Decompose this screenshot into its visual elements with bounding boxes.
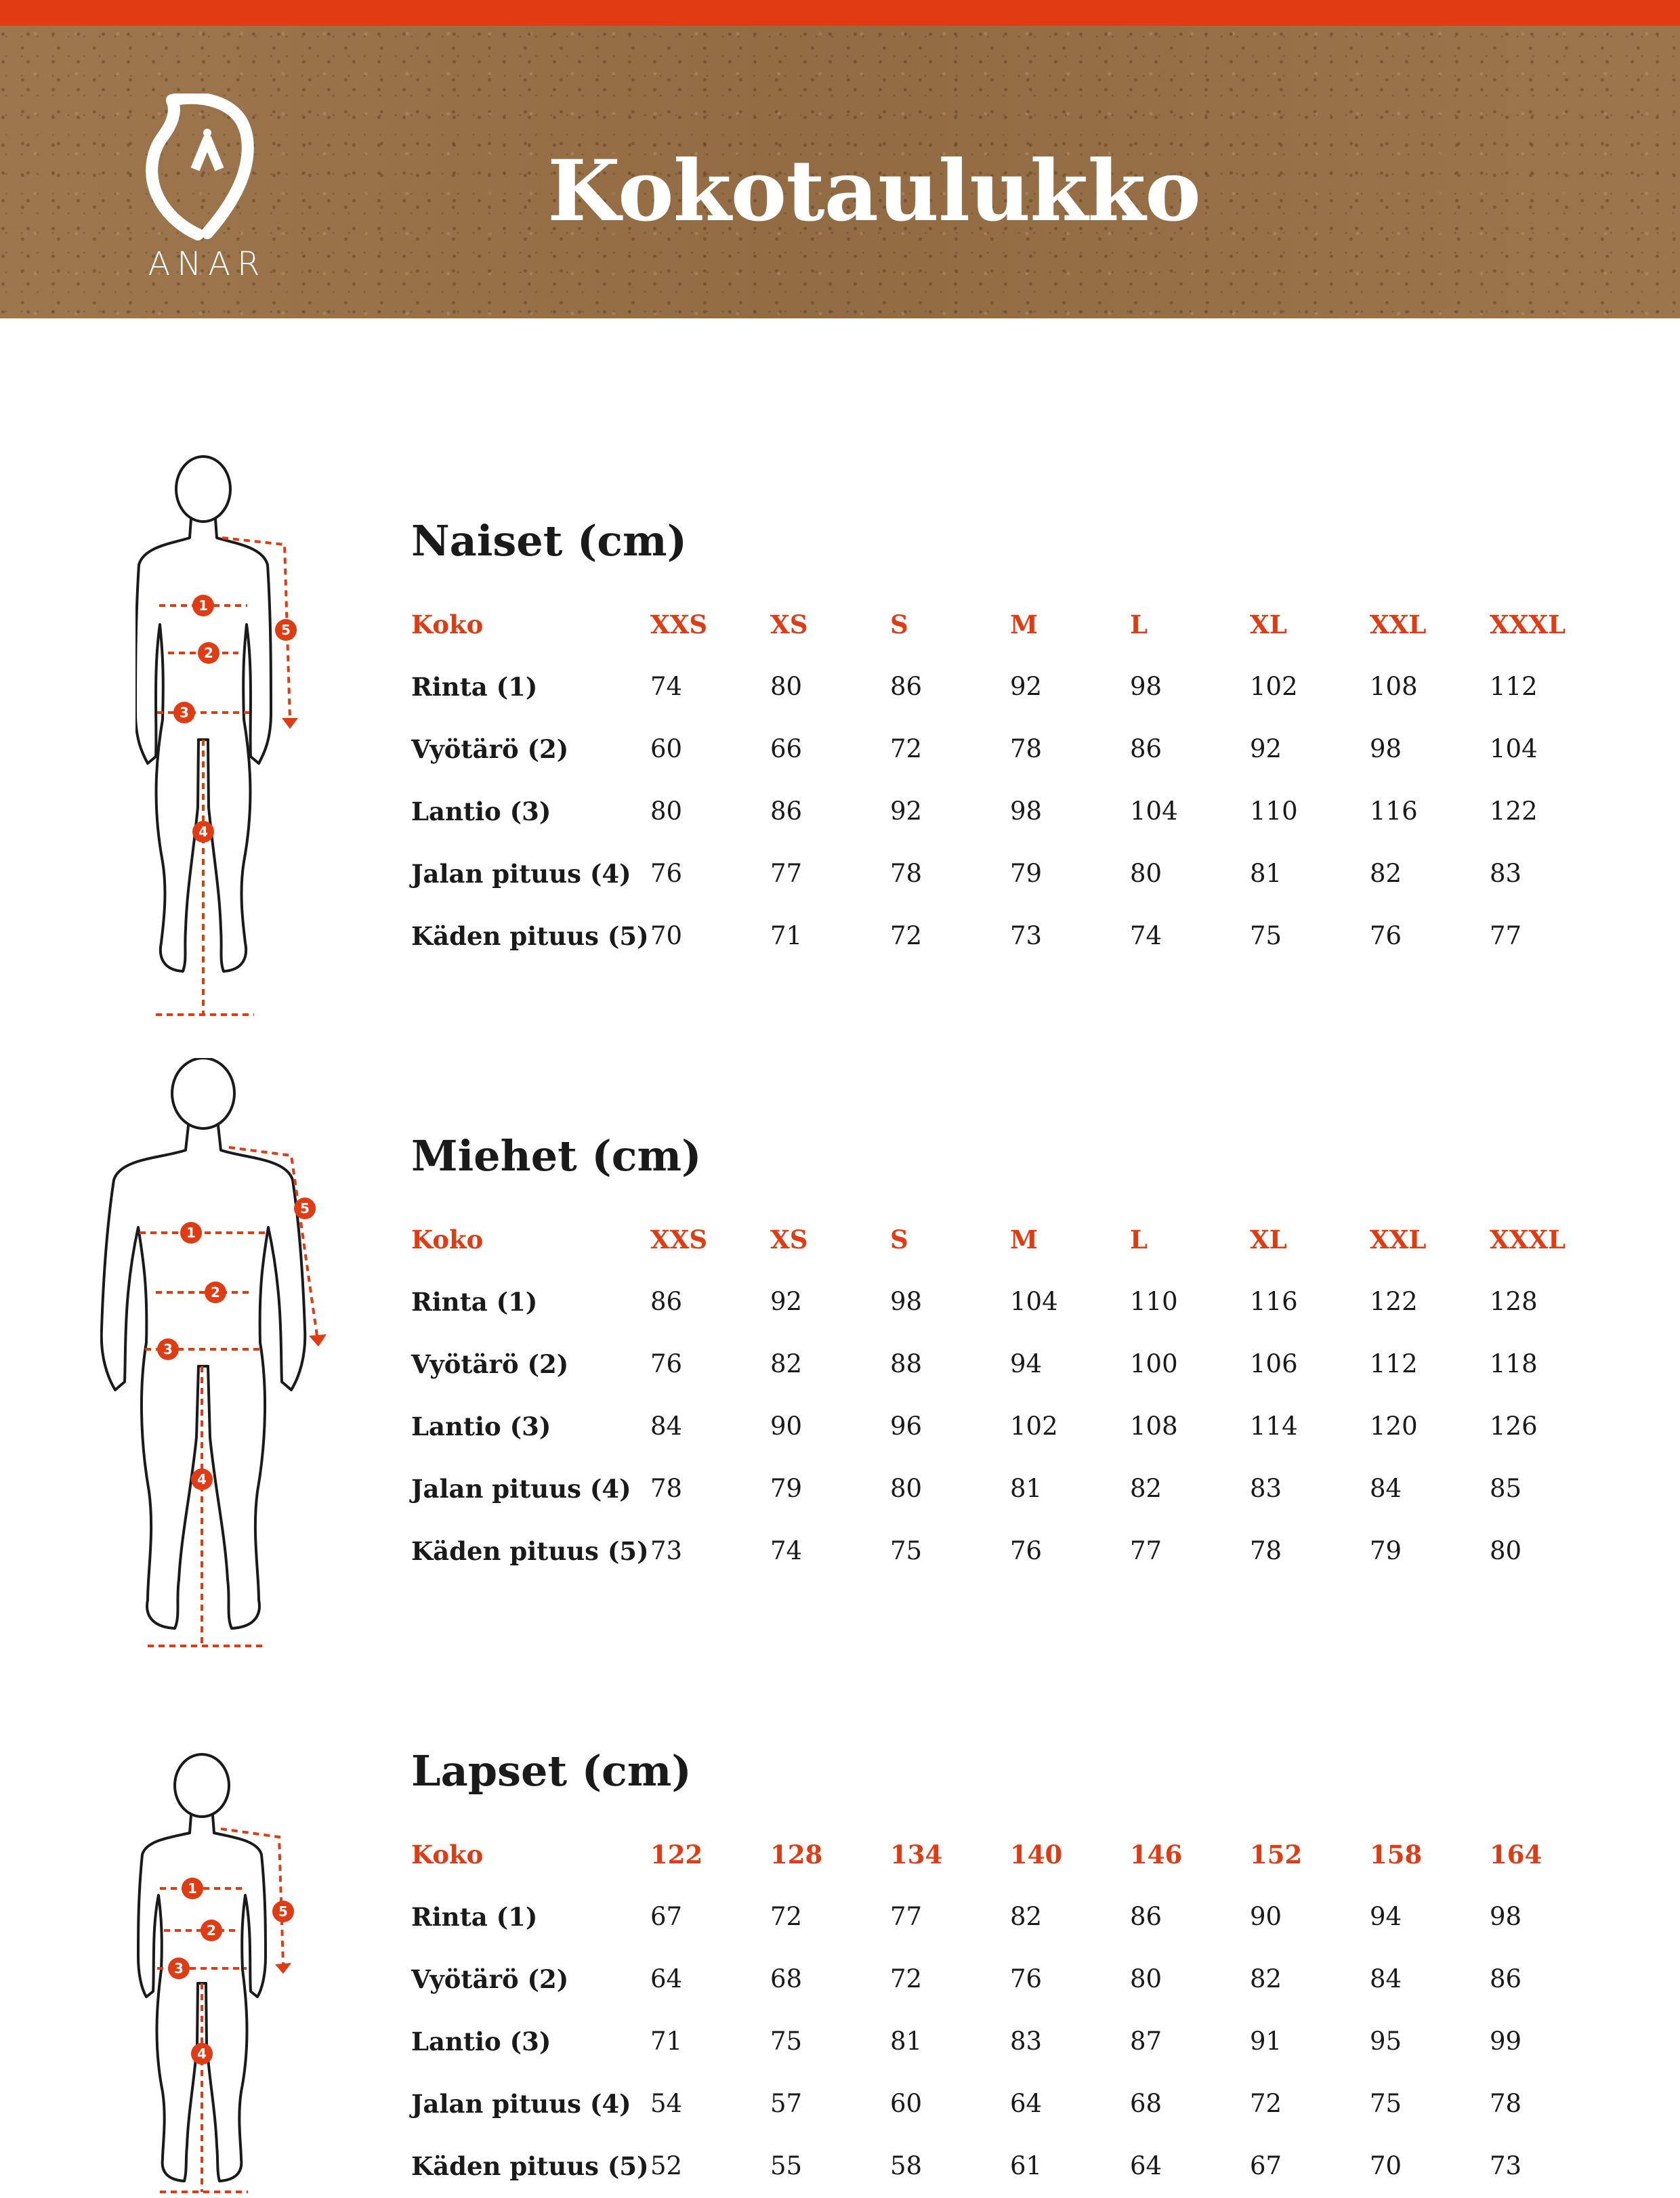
table-cell: 128 [1490, 1287, 1538, 1316]
table-cell: 90 [770, 1412, 803, 1441]
header-cell: 140 [1010, 1840, 1063, 1869]
marker-2: 2 [204, 645, 213, 661]
table-cell: 92 [1250, 734, 1282, 763]
table-cell: 75 [770, 2027, 803, 2056]
table-header-row [411, 1225, 1617, 1265]
table-cell: 116 [1370, 797, 1418, 826]
table-cell: 80 [890, 1474, 923, 1503]
marker-1: 1 [198, 597, 208, 614]
table-cell: 98 [1490, 1902, 1522, 1931]
brand-name: ANAR [148, 245, 267, 283]
row-label: Vyötärö (2) [411, 1349, 569, 1379]
row-label: Jalan pituus (4) [411, 859, 631, 889]
marker-5: 5 [281, 622, 291, 638]
table-cell: 81 [890, 2027, 923, 2056]
table-cell: 66 [770, 734, 803, 763]
top-accent-bar [0, 0, 1680, 26]
table-cell: 77 [890, 1902, 923, 1931]
table-row [411, 921, 1617, 962]
table-cell: 104 [1010, 1287, 1058, 1316]
row-label: Käden pituus (5) [411, 2151, 649, 2181]
child-figure [133, 1753, 309, 2195]
table-header-row [411, 610, 1617, 650]
table-cell: 80 [770, 672, 803, 701]
table-cell: 95 [1370, 2027, 1402, 2056]
table-cell: 80 [650, 797, 683, 826]
table-cell: 72 [890, 921, 923, 950]
marker-3: 3 [174, 1960, 184, 1977]
table-cell: 55 [770, 2151, 803, 2180]
table-cell: 84 [650, 1412, 683, 1441]
table-cell: 120 [1370, 1412, 1418, 1441]
header-cell: XXL [1370, 610, 1427, 639]
table-cell: 74 [1130, 921, 1162, 950]
woman-figure [135, 455, 312, 1024]
table-cell: 78 [1490, 2089, 1522, 2118]
header-cell: 152 [1250, 1840, 1303, 1869]
header-cell: XL [1250, 1225, 1287, 1254]
header-cell: XXS [650, 1225, 708, 1254]
table-cell: 99 [1490, 2027, 1522, 2056]
table-cell: 72 [890, 734, 923, 763]
section-title-men: Miehet (cm) [411, 1131, 702, 1181]
table-cell: 68 [770, 1964, 803, 1993]
table-cell: 76 [650, 859, 683, 888]
table-row [411, 672, 1617, 713]
table-cell: 72 [890, 1964, 923, 1993]
header-cell: L [1130, 1225, 1148, 1254]
table-cell: 83 [1010, 2027, 1043, 2056]
table-cell: 80 [1490, 1536, 1522, 1565]
table-cell: 80 [1130, 1964, 1162, 1993]
table-cell: 72 [770, 1902, 803, 1931]
table-cell: 112 [1490, 672, 1538, 701]
man-figure [100, 1058, 331, 1654]
table-cell: 64 [1010, 2089, 1043, 2118]
table-row [411, 859, 1617, 900]
header-cell: Koko [411, 1840, 484, 1869]
table-row [411, 1536, 1617, 1577]
table-cell: 82 [1010, 1902, 1043, 1931]
row-label: Rinta (1) [411, 1902, 538, 1932]
row-label: Rinta (1) [411, 672, 538, 702]
table-cell: 52 [650, 2151, 683, 2180]
table-cell: 116 [1250, 1287, 1298, 1316]
table-cell: 92 [770, 1287, 803, 1316]
table-cell: 78 [1250, 1536, 1282, 1565]
table-cell: 70 [1370, 2151, 1402, 2180]
table-cell: 86 [1130, 1902, 1162, 1931]
table-cell: 54 [650, 2089, 683, 2118]
table-cell: 72 [1250, 2089, 1282, 2118]
table-cell: 83 [1490, 859, 1522, 888]
table-cell: 98 [1370, 734, 1402, 763]
table-cell: 126 [1490, 1412, 1538, 1441]
table-cell: 57 [770, 2089, 803, 2118]
header-cell: 146 [1130, 1840, 1183, 1869]
header-cell: 158 [1370, 1840, 1423, 1869]
table-cell: 74 [650, 672, 683, 701]
table-cell: 73 [650, 1536, 683, 1565]
page-title: Kokotaulukko [547, 142, 1200, 240]
row-label: Käden pituus (5) [411, 1536, 649, 1566]
table-cell: 92 [1010, 672, 1043, 701]
table-cell: 77 [770, 859, 803, 888]
table-cell: 74 [770, 1536, 803, 1565]
row-label: Rinta (1) [411, 1287, 538, 1317]
table-cell: 106 [1250, 1349, 1298, 1378]
table-cell: 78 [1010, 734, 1043, 763]
table-cell: 84 [1370, 1474, 1402, 1503]
table-cell: 122 [1370, 1287, 1418, 1316]
table-cell: 79 [1010, 859, 1043, 888]
table-cell: 75 [1250, 921, 1282, 950]
table-row [411, 1412, 1617, 1452]
table-cell: 78 [890, 859, 923, 888]
marker-4: 4 [198, 824, 208, 840]
header-cell: XL [1250, 610, 1287, 639]
table-cell: 104 [1490, 734, 1538, 763]
header-cell: 122 [650, 1840, 703, 1869]
header-cell: XS [770, 1225, 808, 1254]
table-cell: 78 [650, 1474, 683, 1503]
table-cell: 112 [1370, 1349, 1418, 1378]
header-cell: M [1010, 1225, 1038, 1254]
header-cell: XS [770, 610, 808, 639]
table-row [411, 734, 1617, 775]
table-cell: 114 [1250, 1412, 1298, 1441]
table-cell: 76 [1010, 1964, 1043, 1993]
table-cell: 110 [1130, 1287, 1178, 1316]
row-label: Vyötärö (2) [411, 734, 569, 764]
table-cell: 96 [890, 1412, 923, 1441]
table-cell: 77 [1130, 1536, 1162, 1565]
table-cell: 91 [1250, 2027, 1282, 2056]
table-cell: 102 [1250, 672, 1298, 701]
header-cell: XXL [1370, 1225, 1427, 1254]
section-title-children: Lapset (cm) [411, 1746, 692, 1796]
marker-3: 3 [163, 1341, 173, 1357]
table-cell: 67 [650, 1902, 683, 1931]
table-cell: 94 [1010, 1349, 1043, 1378]
marker-2: 2 [207, 1922, 216, 1939]
row-label: Lantio (3) [411, 2027, 551, 2056]
table-cell: 75 [890, 1536, 923, 1565]
table-cell: 73 [1490, 2151, 1522, 2180]
table-cell: 122 [1490, 797, 1538, 826]
table-cell: 87 [1130, 2027, 1162, 2056]
marker-5: 5 [278, 1903, 288, 1920]
table-cell: 104 [1130, 797, 1178, 826]
marker-4: 4 [197, 2046, 207, 2062]
marker-3: 3 [180, 704, 189, 721]
table-cell: 73 [1010, 921, 1043, 950]
table-cell: 82 [1370, 859, 1402, 888]
table-cell: 90 [1250, 1902, 1282, 1931]
table-cell: 80 [1130, 859, 1162, 888]
table-cell: 61 [1010, 2151, 1043, 2180]
horse-head-icon [133, 93, 282, 242]
header-cell: S [890, 610, 908, 639]
table-cell: 108 [1130, 1412, 1178, 1441]
table-cell: 60 [650, 734, 683, 763]
table-cell: 92 [890, 797, 923, 826]
table-cell: 71 [770, 921, 803, 950]
table-cell: 86 [650, 1287, 683, 1316]
table-cell: 60 [890, 2089, 923, 2118]
table-cell: 76 [650, 1349, 683, 1378]
table-cell: 94 [1370, 1902, 1402, 1931]
table-cell: 100 [1130, 1349, 1178, 1378]
row-label: Vyötärö (2) [411, 1964, 569, 1994]
table-cell: 98 [1010, 797, 1043, 826]
row-label: Jalan pituus (4) [411, 1474, 631, 1504]
header-cell: XXXL [1490, 610, 1566, 639]
table-cell: 79 [770, 1474, 803, 1503]
table-cell: 75 [1370, 2089, 1402, 2118]
table-cell: 98 [1130, 672, 1162, 701]
table-cell: 102 [1010, 1412, 1058, 1441]
row-label: Jalan pituus (4) [411, 2089, 631, 2119]
table-cell: 77 [1490, 921, 1522, 950]
header-banner [0, 26, 1680, 318]
table-cell: 81 [1010, 1474, 1043, 1503]
marker-4: 4 [197, 1471, 207, 1487]
table-cell: 84 [1370, 1964, 1402, 1993]
row-label: Lantio (3) [411, 797, 551, 826]
row-label: Lantio (3) [411, 1412, 551, 1441]
table-row [411, 2027, 1617, 2067]
table-row [411, 1474, 1617, 1515]
header-cell: L [1130, 610, 1148, 639]
table-row [411, 2151, 1617, 2192]
table-cell: 110 [1250, 797, 1298, 826]
table-cell: 108 [1370, 672, 1418, 701]
table-cell: 68 [1130, 2089, 1162, 2118]
table-cell: 64 [1130, 2151, 1162, 2180]
header-cell: Koko [411, 1225, 484, 1254]
table-header-row [411, 1840, 1617, 1880]
header-cell: M [1010, 610, 1038, 639]
table-row [411, 1349, 1617, 1390]
table-cell: 82 [1130, 1474, 1162, 1503]
table-cell: 71 [650, 2027, 683, 2056]
table-cell: 67 [1250, 2151, 1282, 2180]
header-cell: 164 [1490, 1840, 1542, 1869]
table-cell: 86 [1490, 1964, 1522, 1993]
table-cell: 86 [770, 797, 803, 826]
table-row [411, 1964, 1617, 2005]
table-cell: 76 [1370, 921, 1402, 950]
section-title-women: Naiset (cm) [411, 516, 687, 566]
table-row [411, 1287, 1617, 1328]
header-cell: XXS [650, 610, 708, 639]
table-cell: 82 [770, 1349, 803, 1378]
header-cell: 128 [770, 1840, 823, 1869]
table-cell: 83 [1250, 1474, 1282, 1503]
table-cell: 88 [890, 1349, 923, 1378]
table-row [411, 797, 1617, 837]
table-cell: 86 [890, 672, 923, 701]
table-cell: 98 [890, 1287, 923, 1316]
table-cell: 81 [1250, 859, 1282, 888]
table-cell: 70 [650, 921, 683, 950]
table-cell: 58 [890, 2151, 923, 2180]
marker-1: 1 [188, 1880, 197, 1897]
table-cell: 86 [1130, 734, 1162, 763]
header-cell: XXXL [1490, 1225, 1566, 1254]
marker-1: 1 [186, 1225, 196, 1241]
header-cell: S [890, 1225, 908, 1254]
header-cell: Koko [411, 610, 484, 639]
marker-2: 2 [211, 1284, 220, 1301]
marker-5: 5 [300, 1200, 310, 1217]
table-cell: 82 [1250, 1964, 1282, 1993]
table-cell: 64 [650, 1964, 683, 1993]
table-cell: 118 [1490, 1349, 1538, 1378]
table-cell: 85 [1490, 1474, 1522, 1503]
table-cell: 79 [1370, 1536, 1402, 1565]
table-row [411, 1902, 1617, 1943]
brand-logo [133, 93, 282, 297]
table-row [411, 2089, 1617, 2130]
header-cell: 134 [890, 1840, 943, 1869]
row-label: Käden pituus (5) [411, 921, 649, 951]
table-cell: 76 [1010, 1536, 1043, 1565]
